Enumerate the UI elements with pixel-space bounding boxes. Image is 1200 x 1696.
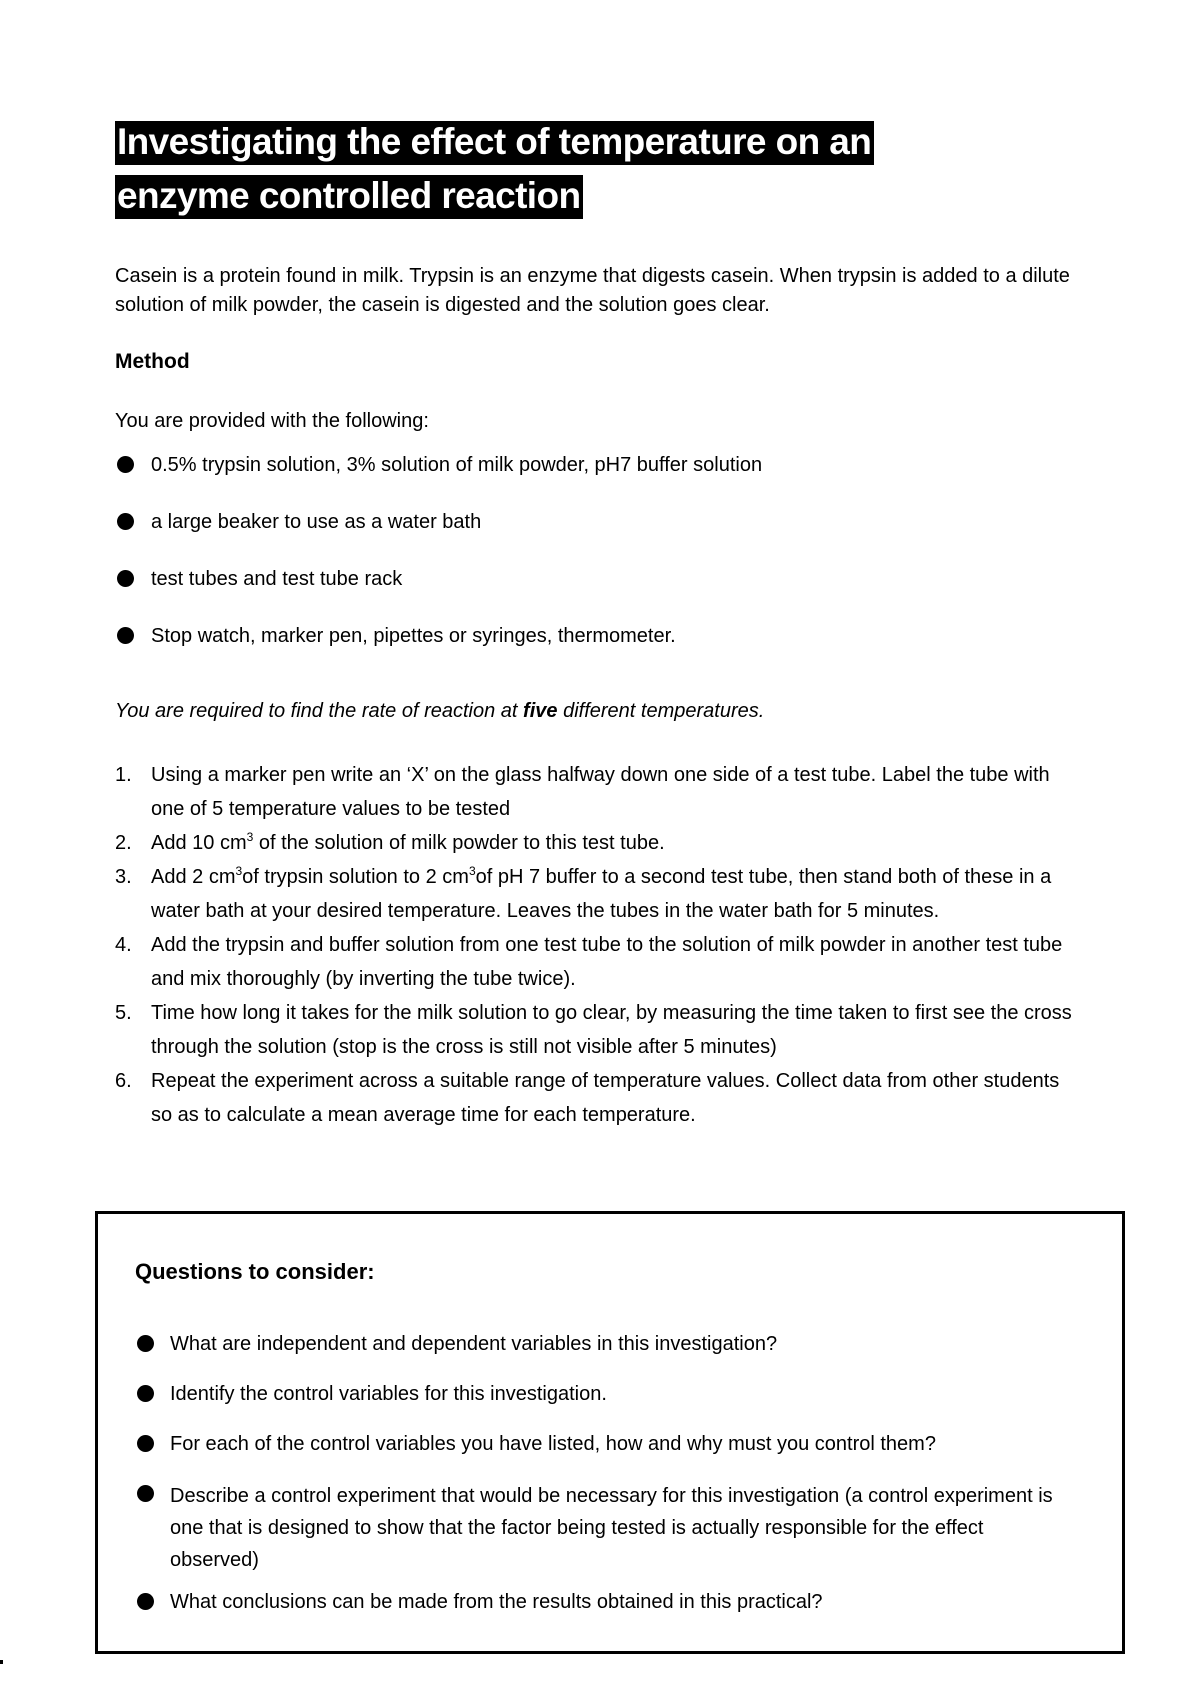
bullet-icon [117, 570, 134, 587]
required-statement [115, 700, 764, 723]
required-text-after: different temperatures. [557, 700, 765, 722]
questions-heading: Questions to consider: [135, 1259, 375, 1284]
step-number: 5. [115, 1002, 132, 1024]
question-text: What conclusions can be made from the results obtained in this practical? [170, 1591, 823, 1613]
step-item [115, 860, 1075, 928]
step-item [115, 996, 1075, 1064]
step-text: Repeat the experiment across a suitable range of temperature values. Collect data from other students so as to calculate a mean average time for each temperature. [151, 1070, 1060, 1126]
step-number: 3. [115, 866, 132, 888]
question-item [135, 1330, 1075, 1359]
equipment-item-text: 0.5% trypsin solution, 3% solution of milk powder, pH7 buffer solution [151, 454, 763, 476]
list-item [115, 453, 1015, 510]
step-item [115, 758, 1075, 826]
bullet-icon [117, 456, 134, 473]
bullet-icon [137, 1593, 154, 1610]
method-heading: Method [115, 350, 190, 373]
title-line-1: Investigating the effect of temperature on an [115, 121, 874, 165]
bullet-icon [137, 1435, 154, 1452]
equipment-list [115, 453, 1015, 681]
step-text: Add the trypsin and buffer solution from one test tube to the solution of milk powder in another test tube and mix thoroughly (by inverting the tube twice). [151, 934, 1063, 990]
required-emphasis: five [523, 700, 558, 722]
step-text: Add 10 $cm^3$ of the solution of milk powder to this test tube. [151, 830, 665, 854]
bullet-icon [117, 513, 134, 530]
question-item [135, 1430, 1075, 1459]
step-item [115, 826, 1075, 860]
title-line-2: enzyme controlled reaction [115, 175, 583, 219]
bullet-icon [117, 627, 134, 644]
equipment-item-text: test tubes and test tube rack [151, 568, 403, 590]
questions-box [95, 1211, 1125, 1654]
bullet-icon [137, 1385, 154, 1402]
question-item [135, 1480, 1075, 1576]
step-number: 1. [115, 764, 132, 786]
equipment-item-text: Stop watch, marker pen, pipettes or syringes, thermometer. [151, 625, 676, 647]
provided-label: You are provided with the following: [115, 410, 429, 432]
step-text: Time how long it takes for the milk solution to go clear, by measuring the time taken to first see the cross through the solution (stop is the cross is still not visible after 5 minutes) [151, 1002, 1072, 1058]
list-item [115, 567, 1015, 624]
equipment-item-text: a large beaker to use as a water bath [151, 511, 482, 533]
question-item [135, 1380, 1075, 1409]
step-text: Add 2 $cm^3of$ trypsin solution to 2 $cm^3of$ pH 7 buffer to a second test tube, then stand both of these in a water bath at your desired temperature. Leaves the tubes in the water bath for 5 minutes. [151, 864, 1052, 922]
bullet-icon [137, 1485, 154, 1502]
questions-list [135, 1330, 1075, 1638]
step-text: Using a marker pen write an ‘X’ on the glass halfway down one side of a test tube. Label the tube with one of 5 temperature values to be tested [151, 764, 1050, 820]
list-item [115, 624, 1015, 681]
step-item [115, 1064, 1075, 1132]
question-item [135, 1588, 1075, 1617]
method-steps [115, 758, 1075, 1132]
list-item [115, 510, 1015, 567]
question-text: Identify the control variables for this investigation. [170, 1383, 607, 1405]
page-title [115, 115, 1015, 223]
question-text: For each of the control variables you have listed, how and why must you control them? [170, 1433, 936, 1455]
required-text-before: You are required to find the rate of reaction at [115, 700, 524, 722]
page-edge-mark [0, 1660, 3, 1664]
step-item [115, 928, 1075, 996]
question-text: Describe a control experiment that would be necessary for this investigation (a control experiment is one that is designed to show that the factor being tested is actually responsible for the effect observed) [170, 1485, 1053, 1571]
step-number: 2. [115, 832, 132, 854]
step-number: 4. [115, 934, 132, 956]
question-text: What are independent and dependent variables in this investigation? [170, 1333, 778, 1355]
step-number: 6. [115, 1070, 132, 1092]
bullet-icon [137, 1335, 154, 1352]
intro-paragraph: Casein is a protein found in milk. Trypsin is an enzyme that digests casein. When trypsin is added to a dilute solution of milk powder, the casein is digested and the solution goes clear. [115, 265, 1070, 316]
